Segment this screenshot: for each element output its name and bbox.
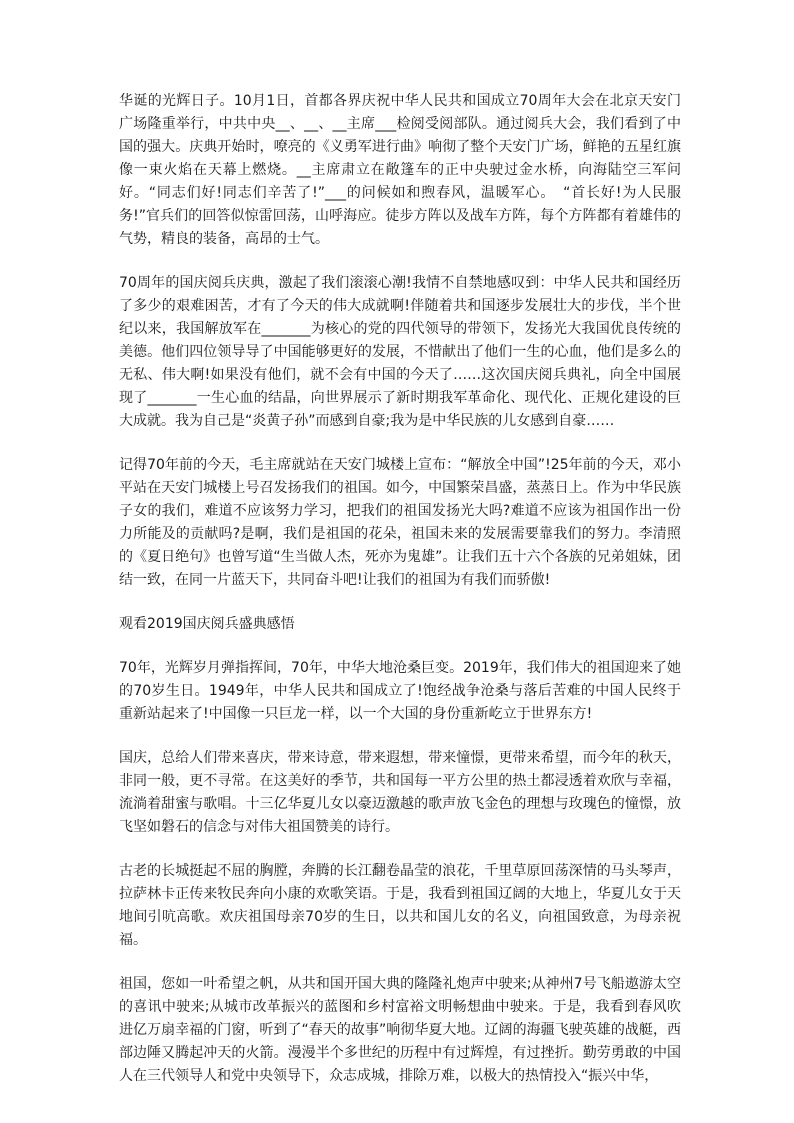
paragraph-5: 国庆，总给人们带来喜庆，带来诗意，带来遐想，带来憧憬，更带来希望，而今年的秋天，非同一般，更不寻常。在这美好的季节，共和国每一平方公里的热土都浸透着欢欣与幸福，流淌着甜蜜与歌唱。十三亿华夏儿女以豪迈激越的歌声放飞金色的理想与玫瑰色的憧憬，放飞坚如磐石的信念与对伟大祖国赞美的诗行。 <box>119 750 681 835</box>
paragraph-2: 70周年的国庆阅兵庆典，激起了我们滚滚心潮!我情不自禁地感叹到：中华人民共和国经历了多少的艰难困苦，才有了今天的伟大成就啊!伴随着共和国逐步发展壮大的步伐，半个世纪以来，我国解放军在_______为核心的党的四代领导的带领下，发扬光大我国优良传统的美德。他们四位领导导了中国能够更好的发展，不惜献出了他们一生的心血，他们是多么的无私、伟大啊!如果没有他们，就不会有中国的今天了……这次国庆阅兵典礼，向全中国展现了_______一生心血的结晶，向世界展示了新时期我军革命化、现代化、正规化建设的巨大成就。我为自己是“炎黄子孙”而感到自豪;我为是中华民族的儿女感到自豪…… <box>119 275 681 429</box>
paragraph-4: 70年，光辉岁月弹指挥间，70年，中华大地沧桑巨变。2019年，我们伟大的祖国迎来了她的70岁生日。1949年，中华人民共和国成立了!饱经战争沧桑与落后苦难的中国人民终于重新站起来了!中国像一只巨龙一样，以一个大国的身份重新屹立于世界东方! <box>119 660 681 722</box>
paragraph-1: 华诞的光辉日子。10月1日，首都各界庆祝中华人民共和国成立70周年大会在北京天安门广场隆重举行，中共中央__、__、__主席___检阅受阅部队。通过阅兵大会，我们看到了中国的强大。庆典开始时，嘹亮的《义勇军进行曲》响彻了整个天安门广场，鲜艳的五星红旗像一束火焰在天幕上燃烧。__主席肃立在敞篷车的正中央驶过金水桥，向海陆空三军问好。“同志们好!同志们辛苦了!”___的问候如和煦春风，温暖军心。 “首长好!为人民服务!”官兵们的回答似惊雷回荡，山呼海应。徒步方阵以及战车方阵，每个方阵都有着雄伟的气势，精良的装备，高昂的士气。 <box>119 93 681 247</box>
document-page <box>119 90 681 1109</box>
section-title: 观看2019国庆阅兵盛典感悟 <box>119 616 295 632</box>
paragraph-7: 祖国，您如一叶希望之帆，从共和国开国大典的隆隆礼炮声中驶来;从神州7号飞船遨游太空的喜讯中驶来;从城市改革振兴的蓝图和乡村富裕文明畅想曲中驶来。于是，我看到春风吹进亿万扇幸福的门窗，听到了“春天的故事”响彻华夏大地。辽阔的海疆飞驶英雄的战艇，西部边陲又腾起冲天的火箭。漫漫半个多世纪的历程中有过辉煌，有过挫折。勤劳勇敢的中国人在三代领导人和党中央领导下，众志成城，排除万难，以极大的热情投入“振兴中华， <box>119 976 681 1084</box>
paragraph-3: 记得70年前的今天，毛主席就站在天安门城楼上宣布：“解放全中国”!25年前的今天，邓小平站在天安门城楼上号召发扬我们的祖国。如今，中国繁荣昌盛，蒸蒸日上。作为中华民族子女的我们，难道不应该努力学习，把我们的祖国发扬光大吗?难道不应该为祖国作出一份力所能及的贡献吗?是啊，我们是祖国的花朵，祖国未来的发展需要靠我们的努力。李清照的《夏日绝句》也曾写道“生当做人杰，死亦为鬼雄”。让我们五十六个各族的兄弟姐妹，团结一致，在同一片蓝天下，共同奋斗吧!让我们的祖国为有我们而骄傲! <box>119 457 681 588</box>
paragraph-6: 古老的长城挺起不屈的胸膛，奔腾的长江翻卷晶莹的浪花，千里草原回荡深情的马头琴声，拉萨林卡正传来牧民奔向小康的欢歌笑语。于是，我看到祖国辽阔的大地上，华夏儿女于天地间引吭高歌。欢庆祖国母亲70岁的生日，以共和国儿女的名义，向祖国致意，为母亲祝福。 <box>119 863 681 948</box>
